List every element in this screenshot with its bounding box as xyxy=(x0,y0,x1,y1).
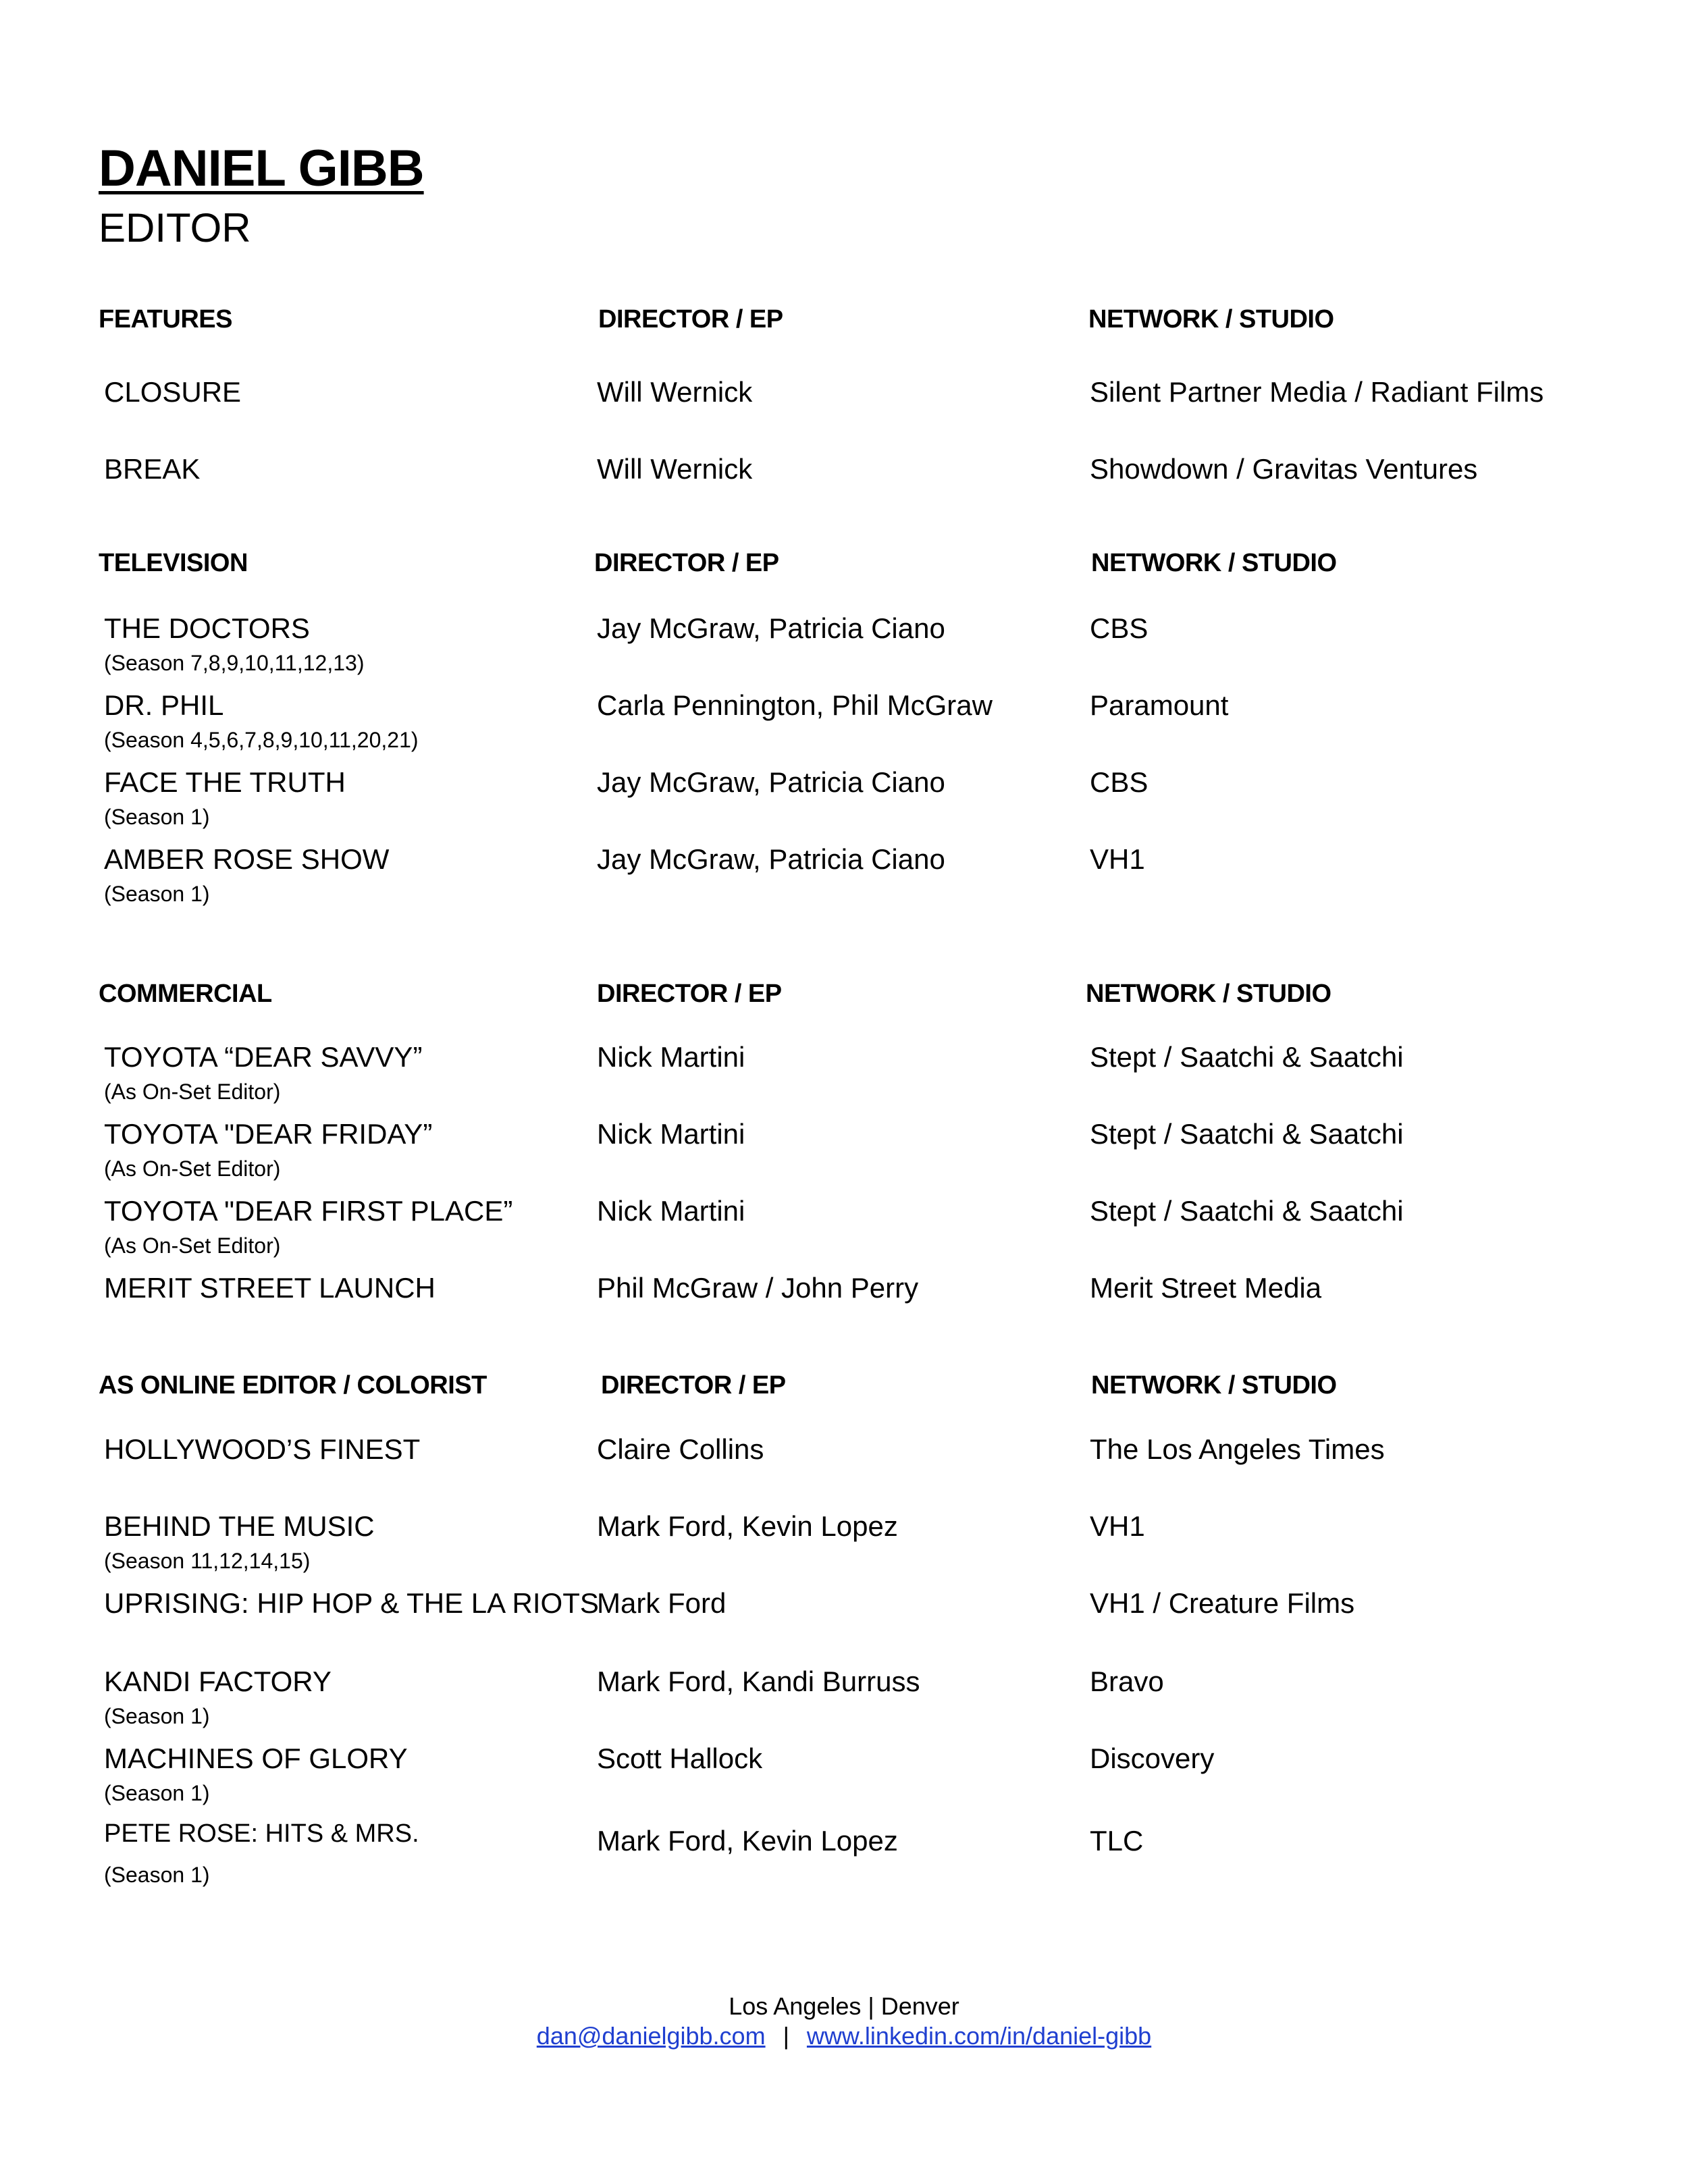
credit-director: Scott Hallock xyxy=(597,1742,763,1774)
credit-network: Showdown / Gravitas Ventures xyxy=(1090,453,1478,485)
credit-row xyxy=(0,689,1688,756)
footer xyxy=(0,1992,1688,2052)
credit-network: Stept / Saatchi & Saatchi xyxy=(1090,1041,1404,1073)
credit-director: Will Wernick xyxy=(597,453,753,485)
credit-row xyxy=(0,1040,1688,1108)
section-header-network: NETWORK / STUDIO xyxy=(1088,305,1334,334)
credit-network: Merit Street Media xyxy=(1090,1272,1322,1304)
credit-network: VH1 xyxy=(1090,1510,1145,1542)
credit-director: Claire Collins xyxy=(597,1433,764,1465)
credit-note: (As On-Set Editor) xyxy=(104,1080,281,1104)
credit-row xyxy=(0,1433,1688,1500)
credit-director: Mark Ford, Kevin Lopez xyxy=(597,1825,898,1857)
credit-director: Mark Ford xyxy=(597,1587,727,1619)
section-header-network: NETWORK / STUDIO xyxy=(1091,1371,1337,1400)
resume-name: DANIEL GIBB xyxy=(99,140,424,197)
credit-director: Mark Ford, Kevin Lopez xyxy=(597,1510,898,1542)
credit-row xyxy=(0,1742,1688,1809)
credit-network: TLC xyxy=(1090,1825,1144,1857)
section-header-category: COMMERCIAL xyxy=(99,980,272,1008)
footer-contact xyxy=(0,2021,1688,2052)
section-header-network: NETWORK / STUDIO xyxy=(1091,549,1337,577)
credit-director: Jay McGraw, Patricia Ciano xyxy=(597,843,945,875)
credit-title: BREAK xyxy=(104,453,201,485)
credit-row xyxy=(0,1510,1688,1577)
credit-note: (Season 1) xyxy=(104,1781,210,1805)
credit-row xyxy=(0,452,1688,520)
credit-title: FACE THE TRUTH xyxy=(104,766,346,798)
credit-network: The Los Angeles Times xyxy=(1090,1433,1385,1465)
credit-note: (As On-Set Editor) xyxy=(104,1233,281,1258)
credit-note: (Season 11,12,14,15) xyxy=(104,1549,311,1573)
credit-row xyxy=(0,1117,1688,1185)
email-link[interactable]: dan@danielgibb.com xyxy=(536,2022,766,2050)
credit-title: BEHIND THE MUSIC xyxy=(104,1510,375,1542)
section-header-director: DIRECTOR / EP xyxy=(598,305,783,334)
footer-separator: | xyxy=(783,2022,789,2050)
credit-network: CBS xyxy=(1090,766,1149,798)
credit-row xyxy=(0,612,1688,679)
credit-note: (Season 1) xyxy=(104,1704,210,1728)
credit-row xyxy=(0,1665,1688,1732)
credit-network: Stept / Saatchi & Saatchi xyxy=(1090,1195,1404,1227)
credit-title: CLOSURE xyxy=(104,376,242,408)
credit-title: DR. PHIL xyxy=(104,689,224,721)
credit-network: CBS xyxy=(1090,612,1149,644)
credit-title: MERIT STREET LAUNCH xyxy=(104,1272,436,1304)
credit-director: Jay McGraw, Patricia Ciano xyxy=(597,612,945,644)
credit-network: Discovery xyxy=(1090,1742,1215,1774)
section-header-category: FEATURES xyxy=(99,305,232,334)
credit-row xyxy=(0,766,1688,833)
credit-note: (Season 1) xyxy=(104,882,210,906)
credit-row xyxy=(0,1194,1688,1262)
credit-director: Jay McGraw, Patricia Ciano xyxy=(597,766,945,798)
credit-title: PETE ROSE: HITS & MRS. xyxy=(104,1819,419,1848)
credit-note: (Season 4,5,6,7,8,9,10,11,20,21) xyxy=(104,728,419,752)
credit-director: Phil McGraw / John Perry xyxy=(597,1272,919,1304)
credit-row xyxy=(0,1819,1688,1886)
section-header-category: AS ONLINE EDITOR / COLORIST xyxy=(99,1371,487,1400)
credit-note: (As On-Set Editor) xyxy=(104,1156,281,1181)
credit-title: AMBER ROSE SHOW xyxy=(104,843,390,875)
credit-row xyxy=(0,1587,1688,1654)
credit-network: Silent Partner Media / Radiant Films xyxy=(1090,376,1544,408)
credit-title: THE DOCTORS xyxy=(104,612,310,644)
credit-row xyxy=(0,1271,1688,1339)
footer-locations: Los Angeles | Denver xyxy=(729,1992,959,2020)
credit-network: Stept / Saatchi & Saatchi xyxy=(1090,1118,1404,1150)
credit-director: Nick Martini xyxy=(597,1041,745,1073)
credit-title: TOYOTA "DEAR FRIDAY” xyxy=(104,1118,433,1150)
section-header-category: TELEVISION xyxy=(99,549,248,577)
credit-director: Mark Ford, Kandi Burruss xyxy=(597,1666,920,1697)
credit-title: UPRISING: HIP HOP & THE LA RIOTS xyxy=(104,1587,599,1619)
credit-title: MACHINES OF GLORY xyxy=(104,1742,408,1774)
section-header-director: DIRECTOR / EP xyxy=(594,549,779,577)
credit-director: Will Wernick xyxy=(597,376,753,408)
linkedin-link[interactable]: www.linkedin.com/in/daniel-gibb xyxy=(806,2022,1152,2050)
credit-network: VH1 / Creature Films xyxy=(1090,1587,1355,1619)
section-header-director: DIRECTOR / EP xyxy=(597,980,782,1008)
credit-row xyxy=(0,843,1688,910)
credit-network: Paramount xyxy=(1090,689,1229,721)
credit-row xyxy=(0,375,1688,443)
credit-title: TOYOTA "DEAR FIRST PLACE” xyxy=(104,1195,513,1227)
credit-title: TOYOTA “DEAR SAVVY” xyxy=(104,1041,423,1073)
resume-role: EDITOR xyxy=(99,205,251,250)
credit-note: (Season 7,8,9,10,11,12,13) xyxy=(104,651,365,675)
credit-network: Bravo xyxy=(1090,1666,1164,1697)
credit-title: HOLLYWOOD’S FINEST xyxy=(104,1433,421,1465)
credit-note: (Season 1) xyxy=(104,805,210,829)
section-header-network: NETWORK / STUDIO xyxy=(1086,980,1331,1008)
credit-director: Carla Pennington, Phil McGraw xyxy=(597,689,993,721)
credit-director: Nick Martini xyxy=(597,1118,745,1150)
credit-director: Nick Martini xyxy=(597,1195,745,1227)
section-header-director: DIRECTOR / EP xyxy=(601,1371,786,1400)
credit-title: KANDI FACTORY xyxy=(104,1666,332,1697)
credit-note: (Season 1) xyxy=(104,1863,210,1887)
credit-network: VH1 xyxy=(1090,843,1145,875)
